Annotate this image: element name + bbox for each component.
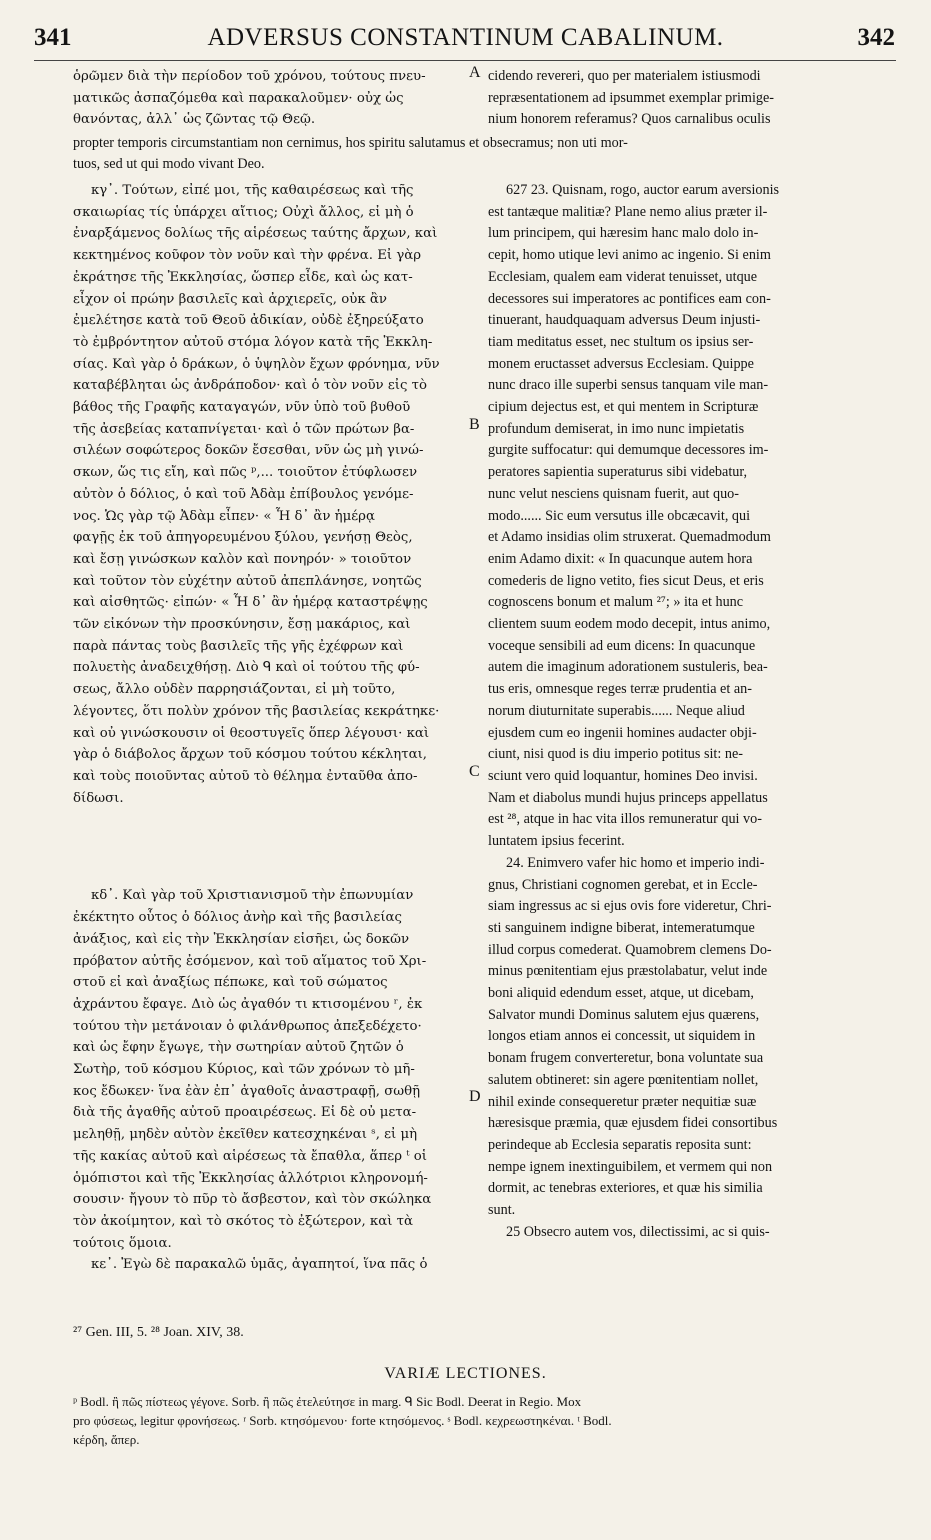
greek-line: καὶ ὡς ἔφην ἔγωγε, τὴν σωτηρίαν αὐτοῦ ζητῶν ὁ — [73, 1040, 404, 1056]
variant-line: pro φύσεως, legitur φρονήσεως. ʳ Sorb. κτησόμενου· forte κτησόμενος. ˢ Bodl. κεχρεωστηκέναι. ᵗ Bodl. — [73, 1413, 612, 1428]
latin-line: ejusdem cum eo ingenii homines audacter obji- — [488, 724, 757, 741]
greek-line: καὶ οὐ γινώσκουσιν οἱ θεοστυγεῖς ὅπερ λέγουσι· καὶ — [73, 725, 430, 741]
latin-line: tinuerant, haudquaquam adversus Deum injusti- — [488, 312, 761, 329]
margin-marker-b: B — [469, 416, 480, 433]
header-rule — [34, 60, 896, 61]
greek-line: ἐναρξάμενος δολίως τῆς αἱρέσεως ταύτης ἄρχων, καὶ — [73, 226, 438, 242]
latin-line: perindeque ab Ecclesia separatis reposita sunt: — [488, 1136, 752, 1153]
greek-line: καὶ τοὺς ποιοῦντας αὐτοῦ τὸ θέλημα ἐνταῦθα ἀπο- — [73, 768, 418, 784]
greek-line: παρὰ πάντας τοὺς βασιλεῖς τῆς γῆς ἐχέφρων καὶ — [73, 638, 404, 654]
latin-top — [488, 66, 900, 131]
latin-line: enim Adamo dixit: « In quacunque autem hora — [488, 550, 753, 567]
latin-line: boni aliquid edendum esset, atque, ut dicebam, — [488, 985, 754, 1002]
variae-lectiones-title: VARIÆ LECTIONES. — [384, 1365, 547, 1382]
latin-line: gnus, Christiani cognomen gerebat, et in Eccle- — [488, 876, 758, 893]
latin-line: Salvator mundi Dominus salutem ejus quærens, — [488, 1006, 760, 1023]
greek-line: κε᾽. Ἐγὼ δὲ παρακαλῶ ὑμᾶς, ἀγαπητοί, ἵνα πᾶς ὁ — [91, 1257, 428, 1273]
latin-line: decessores sui imperatores ac pontifices eam con- — [488, 290, 771, 307]
margin-marker-a: A — [469, 64, 481, 81]
variae-lectiones — [73, 1392, 896, 1449]
full-width-line: propter temporis circumstantiam non cernimus, hos spiritu salutamus et obsecramus; non uti mor- — [73, 135, 628, 151]
greek-line: πρόβατον αὐτῆς ἐσόμενον, καὶ τοῦ αἵματος τοῦ Χρι- — [73, 953, 427, 969]
section-gap — [73, 809, 485, 885]
latin-line: nium honorem referamus? Quos carnalibus oculis — [488, 111, 771, 128]
greek-line: καταβέβληται ὡς ἀνδράποδον· καὶ ὁ τὸν νοῦν εἰς τὸ — [73, 378, 427, 394]
page-number-left: 341 — [34, 24, 72, 51]
greek-line: καὶ αἰσθητῶς· εἰπών· « Ἧ δ᾽ ἂν ἡμέρᾳ καταστρέψῃς — [73, 595, 428, 611]
greek-line: διὰ τῆς ἀγαθῆς αὐτοῦ προαιρέσεως. Εἰ δὲ οὐ μετα- — [73, 1105, 417, 1121]
greek-line: γὰρ ὁ διάβολος ἄρχων τοῦ κόσμου τούτου κέκληται, — [73, 747, 428, 763]
latin-line: peratores sapientia superaturus sibi videbatur, — [488, 464, 748, 481]
latin-line: norum diuturnitate superabis...... Neque aliud — [488, 702, 745, 719]
latin-line: cognoscens bonum et malum ²⁷; » ita et hunc — [488, 594, 744, 611]
latin-line: salutem obtineret: sin agere pœnitentiam nollet, — [488, 1071, 759, 1088]
greek-line: ἐκράτησε τῆς Ἐκκλησίας, ὥσπερ εἶδε, καὶ ὡς κατ- — [73, 269, 413, 285]
running-title: ADVERSUS CONSTANTINUM CABALINUM. — [207, 24, 724, 51]
latin-line: ciunt, nisi quod is diu imperio potitus sit: ne- — [488, 746, 743, 763]
variant-line: ᵖ Bodl. ἢ πῶς πίστεως γέγονε. Sorb. ἢ πῶς ἐτελεύτησε in marg. ᑫ Sic Bodl. Deerat in Regio. Mox — [73, 1394, 582, 1409]
greek-line: σκων, ὥς τις εἴη, καὶ πῶς ᵖ,... τοιοῦτον ἐτύφλωσεν — [73, 465, 418, 481]
latin-line: est tantæque malitiæ? Plane nemo alius præter il- — [488, 203, 768, 220]
greek-line: σουσιν· ἤγουν τὸ πῦρ τὸ ἄσβεστον, καὶ τὸν σκώληκα — [73, 1192, 432, 1208]
latin-line: repræsentationem ad ipsummet exemplar primige- — [488, 89, 775, 106]
greek-line: στοῦ εἰ καὶ ἀναξίως πέπωκε, καὶ τοῦ σώματος — [73, 975, 388, 991]
greek-line: λέγοντες, ὅτι πολὺν χρόνον τῆς βασιλείας κεκράτηκε· — [73, 703, 440, 719]
latin-line: nunc draco ille superbi sensus tanquam vile man- — [488, 377, 769, 394]
latin-line: dormit, ac tenebras exteriores, et quæ his similia — [488, 1180, 763, 1197]
latin-line: luntatem ipsius fecerint. — [488, 833, 625, 850]
page-header — [0, 20, 931, 56]
greek-line: βάθος τῆς Γραφῆς καταγαγών, νῦν ὑπὸ τοῦ βυθοῦ — [73, 400, 411, 416]
greek-line: ἐκέκτητο οὗτος ὁ δόλιος ἀνὴρ καὶ τῆς βασιλείας — [73, 910, 402, 926]
greek-line: νος. Ὡς γὰρ τῷ Ἀδὰμ εἶπεν· « Ἧ δ᾽ ἂν ἡμέρᾳ — [73, 508, 375, 524]
greek-line: ὁμόπιστοι καὶ τῆς Ἐκκλησίας ἀλλότριοι κληρονομή- — [73, 1170, 428, 1186]
latin-line: nunc velut nesciens quisnam fuerit, aut quo- — [488, 485, 739, 502]
latin-line: 627 23. Quisnam, rogo, auctor earum aversionis — [506, 182, 780, 198]
greek-line: φαγῇς ἐκ τοῦ ἀπηγορευμένου ξύλου, γενήσῃ Θεὸς, — [73, 530, 413, 546]
latin-line: hæresisque præmia, quæ ejusdem fidei consortibus — [488, 1115, 778, 1132]
latin-line: autem die imaginum adorationem sustuleris, bea- — [488, 659, 768, 676]
greek-line: κδ᾽. Καὶ γὰρ τοῦ Χριστιανισμοῦ τὴν ἐπωνυμίαν — [91, 888, 414, 904]
latin-line: longos etiam annos ei concessit, ut siquidem in — [488, 1028, 756, 1045]
greek-line: δίδωσι. — [73, 790, 124, 806]
latin-line: profundum demiserat, in imo nunc impietatis — [488, 420, 745, 437]
greek-line: θανόντας, ἀλλ᾽ ὡς ζῶντας τῷ Θεῷ. — [73, 112, 316, 128]
margin-marker-c: C — [469, 763, 480, 780]
greek-top — [73, 66, 485, 131]
latin-line: modo...... Sic eum versutus ille obcæcavit, qui — [488, 507, 751, 524]
latin-line: nihil exinde consequeretur præter nequitiæ suæ — [488, 1093, 757, 1110]
greek-line: κγ᾽. Τούτων, εἰπέ μοι, τῆς καθαιρέσεως καὶ τῆς — [91, 183, 414, 198]
greek-line: τῶν εἰκόνων τὴν προσκύνησιν, ἔσῃ μακάριος, καὶ — [73, 617, 411, 633]
greek-line: καὶ τοῦτον τὸν εὐχέτην αὐτοῦ ἀπεπλάνησε, νοητῶς — [73, 573, 422, 589]
greek-line: κεκτημένος κοῦφον τὸν νοῦν καὶ τὴν φρένα. Εἰ γὰρ — [73, 248, 422, 264]
latin-line: sti sanguinem indigne biberat, intemeratumque — [488, 919, 755, 936]
latin-line: sunt. — [488, 1202, 516, 1219]
greek-line: τῆς κακίας αὐτοῦ καὶ αἱρέσεως τὰ ἔπαθλα, ἅπερ ᵗ οἱ — [73, 1148, 427, 1164]
greek-line: εἶχον οἱ πρώην βασιλεῖς καὶ ἀρχιερεῖς, οὐκ ἂν — [73, 291, 387, 307]
full-width-line: tuos, sed ut qui modo vivant Deo. — [73, 156, 265, 172]
latin-line: gurgite suffocatur: qui demumque decessores im- — [488, 442, 769, 459]
latin-line: lum principem, qui hæresim hanc malo dolo in- — [488, 225, 759, 242]
latin-line: cidendo revereri, quo per materialem istiusmodi — [488, 68, 761, 84]
greek-line: ματικῶς ἀσπαζόμεθα καὶ παρακαλοῦμεν· οὐχ ὡς — [73, 90, 404, 106]
variant-line: κέρδη, ἅπερ. — [73, 1432, 140, 1447]
greek-line: κος ἔδωκεν· ἵνα ἐὰν ἐπ᾽ ἀγαθοῖς ἀναστραφῇ, σωθῇ — [73, 1083, 421, 1099]
greek-line: τὸν ἀκοίμητον, καὶ τὸ σκότος τὸ ἐξώτερον, καὶ τὰ — [73, 1213, 413, 1229]
latin-line: minus pœnitentiam ejus præstolabatur, velut inde — [488, 963, 768, 980]
greek-section-23 — [73, 180, 485, 1276]
latin-line: voceque sensibili ad eum dicens: In quacunque — [488, 637, 756, 654]
greek-line: ὁρῶμεν διὰ τὴν περίοδον τοῦ χρόνου, τούτους πνευ- — [73, 69, 426, 84]
latin-line: et Adamo insidias olim struxerat. Quemadmodum — [488, 529, 771, 546]
latin-line: siam ingressus ac si ejus ovis fore videretur, Chri- — [488, 898, 772, 915]
latin-section-23 — [488, 180, 900, 1243]
greek-line: Σωτὴρ, τοῦ κόσμου Κύριος, καὶ τῶν χρόνων τὸ μῆ- — [73, 1062, 415, 1078]
latin-line: Ecclesiam, qualem eam viderat tenuisset, utque — [488, 268, 758, 285]
page-number-right: 342 — [857, 24, 895, 51]
greek-line: μεληθῇ, μηδὲν αὐτὸν ἐκεῖθεν κατεσχηκέναι ˢ, εἰ μὴ — [73, 1127, 418, 1143]
greek-line: σίας. Καὶ γὰρ ὁ δράκων, ὁ ὑψηλὸν ἔχων φρόνημα, νῦν — [73, 356, 440, 372]
greek-line: ἀχράντου ἔφαγε. Διὸ ὡς ἀγαθόν τι κτισομένου ʳ, ἐκ — [73, 996, 423, 1012]
greek-line: τούτοις ὅμοια. — [73, 1235, 172, 1251]
latin-line: bonam frugem converteretur, bona voluntate sua — [488, 1050, 764, 1067]
latin-line: monem eructasset adversus Ecclesiam. Quippe — [488, 355, 754, 372]
greek-line: αὐτὸν ὁ δόλιος, ὁ καὶ τοῦ Ἀδὰμ ἐπίβουλος γενόμε- — [73, 486, 414, 502]
latin-line: est ²⁸, atque in hac vita illos remuneratur qui vo- — [488, 811, 762, 828]
greek-line: σκαιωρίας τίς ὑπάρχει αἴτιος; Οὐχὶ ἄλλος, εἰ μὴ ὁ — [73, 204, 414, 220]
latin-line: nempe ignem inextinguibilem, et vermem qui non — [488, 1158, 773, 1175]
latin-line: tus eris, omnesque reges terræ prudentia et an- — [488, 681, 752, 698]
greek-line: τὸ ἐμβρόντητον αὐτοῦ στόμα λόγον κατὰ τῆς Ἐκκλη- — [73, 334, 433, 350]
greek-line: καὶ ἔσῃ γινώσκων καλὸν καὶ πονηρόν· » τοιοῦτον — [73, 551, 412, 567]
margin-marker-d: D — [469, 1088, 481, 1105]
latin-line: cipium dejectus est, et qui mentem in Scripturæ — [488, 399, 759, 416]
greek-line: σεως, ἄλλο οὐδὲν παρρησιάζονται, εἰ μὴ τοῦτο, — [73, 682, 396, 698]
latin-line: clientem suum eodem modo decepit, intus animo, — [488, 616, 771, 633]
latin-line: 24. Enimvero vafer hic homo et imperio indi- — [506, 854, 765, 871]
latin-line: cepit, homo utique levi animo ac ingenio. Si enim — [488, 247, 771, 264]
latin-line: Nam et diabolus mundi hujus princeps appellatus — [488, 789, 768, 806]
greek-line: σιλέων σοφώτερος δοκῶν ἔσεσθαι, νῦν ὡς μὴ γινώ- — [73, 443, 424, 459]
footnotes: ²⁷ Gen. III, 5. ²⁸ Joan. XIV, 38. — [73, 1325, 244, 1340]
latin-line: illud corpus comederat. Quamobrem clemens Do- — [488, 941, 772, 958]
latin-line: sciunt vero quid loquantur, homines Deo invisi. — [488, 767, 758, 784]
greek-line: τούτου τὴν μετάνοιαν ὁ φιλάνθρωπος ἀπεξεδέχετο· — [73, 1018, 422, 1034]
greek-line: ἐμελέτησε κατὰ τοῦ Θεοῦ ἀδικίαν, οὐδὲ ἐξηρεύξατο — [73, 313, 424, 329]
latin-line: 25 Obsecro autem vos, dilectissimi, ac si quis- — [506, 1223, 770, 1240]
greek-line: τῆς ἀσεβείας καταπνίγεται· καὶ ὁ τῶν πρώτων βα- — [73, 421, 415, 437]
greek-line: πολυετὴς ἀναδειχθήσῃ. Διὸ ᑫ καὶ οἱ τούτου τῆς φύ- — [73, 660, 420, 676]
greek-line: ἀνάξιος, καὶ εἰς τὴν Ἐκκλησίαν εἰσῆει, ὡς δοκῶν — [73, 931, 410, 947]
latin-line: tiam meditatus esset, nec stultum os ipsius ser- — [488, 333, 754, 350]
latin-line: comederis de ligno vetito, fies sicut Deus, et eris — [488, 572, 764, 589]
